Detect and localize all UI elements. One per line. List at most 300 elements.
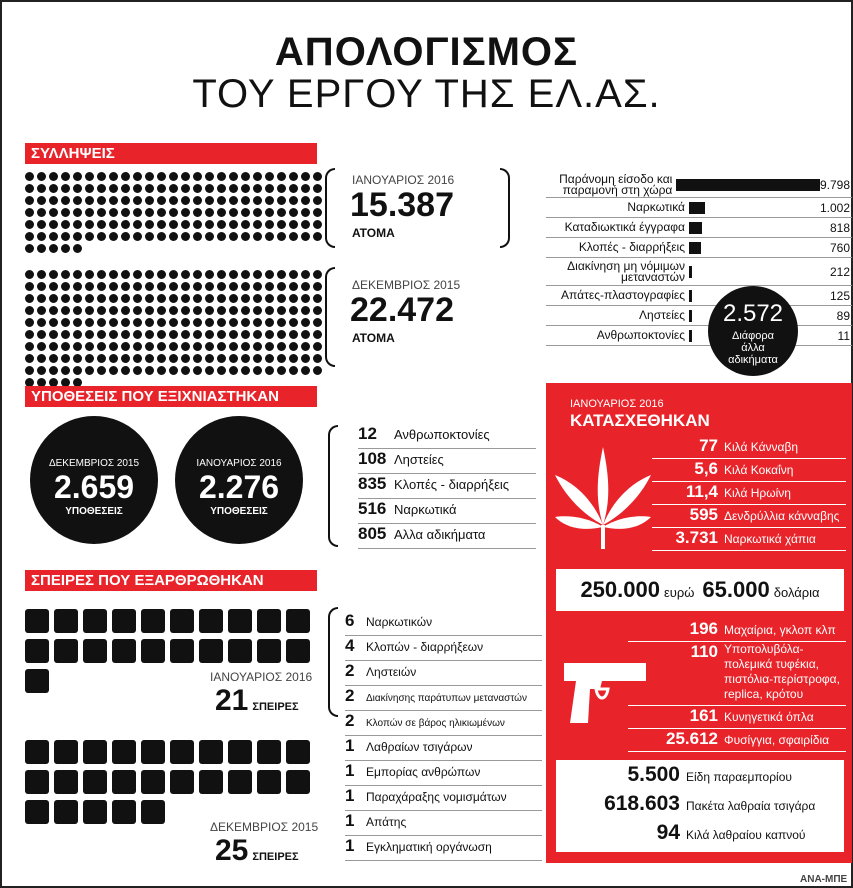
arrest-dot [37, 354, 46, 363]
arrest-dot [157, 330, 166, 339]
arrest-dot [241, 196, 250, 205]
ring-square [228, 740, 252, 764]
arrest-dot [217, 318, 226, 327]
arrest-dot [49, 354, 58, 363]
arrest-dot [301, 208, 310, 217]
ring-square [170, 770, 194, 794]
arrest-dot [169, 354, 178, 363]
ring-label: Παραχάραξης νομισμάτων [366, 790, 507, 804]
arrest-dot [157, 306, 166, 315]
arrest-dot [277, 208, 286, 217]
cases-dec-circle [30, 416, 158, 544]
arrest-dot [97, 282, 106, 291]
ring-square [83, 800, 107, 824]
arrest-dot [277, 366, 286, 375]
ring-square [83, 740, 107, 764]
arrest-dot [73, 330, 82, 339]
arrest-dot [73, 366, 82, 375]
cases-section-label: ΥΠΟΘΕΣΕΙΣ ΠΟΥ ΕΞΙΧΝΙΑΣΤΗΚΑΝ [25, 386, 317, 407]
arrest-dot [181, 184, 190, 193]
arrest-dot [73, 318, 82, 327]
arrest-dot [241, 282, 250, 291]
arrest-dot [229, 270, 238, 279]
arrest-dot [49, 330, 58, 339]
drugs-value: 595 [689, 505, 718, 524]
arrest-dot [265, 220, 274, 229]
ring-square [257, 740, 281, 764]
arrest-breakdown-bar [689, 266, 692, 278]
arrest-dot [145, 354, 154, 363]
arrests-jan-month: ΙΑΝΟΥΑΡΙΟΣ 2016 [352, 173, 455, 187]
ring-label: Απάτης [366, 815, 407, 829]
arrest-dot [193, 282, 202, 291]
contraband-box [556, 760, 844, 852]
arrest-dot [85, 294, 94, 303]
arrest-dot [193, 184, 202, 193]
arrest-dot [253, 354, 262, 363]
arrest-dot [169, 366, 178, 375]
arrest-dot [229, 294, 238, 303]
arrest-dot [229, 366, 238, 375]
ring-square [141, 740, 165, 764]
arrest-dot [121, 196, 130, 205]
contraband-label: Πακέτα λαθραία τσιγάρα [686, 799, 816, 813]
ring-value: 1 [345, 786, 355, 805]
arrest-dot [73, 232, 82, 241]
drugs-row [652, 505, 846, 528]
ring-row [345, 811, 542, 836]
arrest-dot [301, 232, 310, 241]
arrest-dot [61, 306, 70, 315]
arrest-dot [109, 196, 118, 205]
arrest-dot [169, 220, 178, 229]
arrest-dot [181, 208, 190, 217]
arrest-dot [61, 270, 70, 279]
arrest-dot [181, 306, 190, 315]
arrest-dot [145, 208, 154, 217]
arrest-dot [193, 208, 202, 217]
arrest-dot [229, 282, 238, 291]
arrest-dot [205, 342, 214, 351]
arrest-dot [61, 366, 70, 375]
case-value: 805 [358, 524, 387, 543]
arrest-dot [97, 342, 106, 351]
arrest-dot [133, 208, 142, 217]
ring-square [228, 639, 252, 663]
arrest-dot [85, 184, 94, 193]
arrest-breakdown-row [546, 218, 852, 238]
arrest-dot [85, 354, 94, 363]
arrest-dot [289, 270, 298, 279]
arrest-dot [133, 306, 142, 315]
arrests-dec-month: ΔΕΚΕΜΒΡΙΟΣ 2015 [352, 278, 461, 292]
contraband-value: 94 [656, 821, 680, 844]
ring-value: 2 [345, 661, 355, 680]
ring-row [345, 636, 542, 661]
drugs-value: 3.731 [675, 528, 718, 547]
arrest-dot [229, 220, 238, 229]
weapons-label: Φυσίγγια, σφαιρίδια [724, 733, 830, 747]
arrest-dot [313, 318, 322, 327]
arrest-dot [85, 306, 94, 315]
arrest-dot [181, 220, 190, 229]
arrest-dot [265, 172, 274, 181]
other-crimes-label: Διάφορα άλλα αδικήματα [728, 330, 778, 366]
arrest-dot [265, 282, 274, 291]
arrest-dot [157, 366, 166, 375]
arrest-dot [37, 342, 46, 351]
arrest-dot [121, 342, 130, 351]
arrest-dot [133, 172, 142, 181]
ring-square [286, 770, 310, 794]
ring-label: Εγκληματική οργάνωση [366, 840, 492, 854]
arrest-dot [97, 270, 106, 279]
arrest-dot [49, 294, 58, 303]
arrest-dot [37, 270, 46, 279]
arrest-breakdown-bar [689, 242, 701, 254]
arrest-dot [157, 232, 166, 241]
arrest-dot [145, 232, 154, 241]
arrest-dot [25, 220, 34, 229]
arrest-dot [277, 318, 286, 327]
weapons-row [628, 729, 846, 752]
arrest-dot [205, 232, 214, 241]
contraband-row [556, 763, 836, 792]
arrest-dot [253, 366, 262, 375]
arrest-dot [157, 184, 166, 193]
arrest-dot [253, 232, 262, 241]
arrest-dot [49, 208, 58, 217]
arrest-dot [181, 342, 190, 351]
arrest-dot [49, 318, 58, 327]
arrest-dot [25, 282, 34, 291]
arrest-dot [121, 318, 130, 327]
contraband-value: 618.603 [604, 792, 680, 815]
arrest-dot [217, 342, 226, 351]
arrest-dot [193, 330, 202, 339]
arrest-dot [313, 208, 322, 217]
ring-label: Λαθραίων τσιγάρων [366, 740, 473, 754]
arrest-dot [49, 342, 58, 351]
arrest-dot [253, 208, 262, 217]
ring-label: Κλοπών - διαρρήξεων [366, 640, 484, 654]
cases-jan-month: ΙΑΝΟΥΑΡΙΟΣ 2016 [196, 458, 282, 469]
arrest-dot [109, 366, 118, 375]
arrest-dot [145, 282, 154, 291]
arrest-dot [61, 208, 70, 217]
arrest-dot [145, 196, 154, 205]
arrest-dot [289, 220, 298, 229]
arrest-dot [181, 196, 190, 205]
arrest-dot [169, 342, 178, 351]
arrest-dot [265, 294, 274, 303]
arrest-dot [49, 232, 58, 241]
arrest-dot [169, 208, 178, 217]
arrest-dot [37, 366, 46, 375]
arrest-dot [73, 354, 82, 363]
ring-square [141, 609, 165, 633]
arrest-dot [313, 330, 322, 339]
arrest-dot [217, 270, 226, 279]
arrest-dot [109, 330, 118, 339]
other-crimes-value: 2.572 [722, 300, 784, 327]
arrest-dot [133, 196, 142, 205]
ring-square [170, 639, 194, 663]
arrest-dot [97, 220, 106, 229]
drugs-value: 11,4 [685, 482, 718, 501]
arrest-dot [205, 306, 214, 315]
arrest-dot [97, 318, 106, 327]
arrest-dot [289, 366, 298, 375]
arrest-dot [301, 196, 310, 205]
cases-dec-unit: ΥΠΟΘΕΣΕΙΣ [65, 506, 123, 517]
arrest-dot [289, 196, 298, 205]
arrest-dot [241, 366, 250, 375]
arrest-dot [205, 366, 214, 375]
arrest-dot [121, 270, 130, 279]
arrest-dot [181, 232, 190, 241]
arrest-dot [109, 172, 118, 181]
arrest-dot [253, 318, 262, 327]
arrest-dot [229, 342, 238, 351]
ring-square [286, 639, 310, 663]
arrest-dot [85, 318, 94, 327]
arrest-dot [37, 208, 46, 217]
arrest-breakdown-label: Παράνομη είσοδο και παραμονή στη χώρα [559, 171, 673, 197]
arrest-dot [61, 330, 70, 339]
contraband-row [556, 792, 836, 821]
ring-square [83, 639, 107, 663]
arrest-dot [37, 330, 46, 339]
arrest-dot [229, 318, 238, 327]
arrests-dec-brace [325, 267, 335, 367]
arrest-dot [301, 172, 310, 181]
arrest-dot [301, 282, 310, 291]
arrest-dot [193, 366, 202, 375]
arrest-dot [241, 294, 250, 303]
rings-dec-month: ΔΕΚΕΜΒΡΙΟΣ 2015 [210, 820, 319, 834]
rings-brace-jan [328, 607, 338, 717]
arrest-dot [181, 294, 190, 303]
arrest-dot [193, 354, 202, 363]
arrest-dot [25, 196, 34, 205]
arrest-dot [145, 330, 154, 339]
arrest-dot [49, 196, 58, 205]
arrest-dot [133, 294, 142, 303]
arrest-breakdown-value: 1.002 [819, 200, 850, 215]
arrest-dot [217, 306, 226, 315]
arrest-dot [97, 294, 106, 303]
ring-square [54, 740, 78, 764]
ring-square [257, 770, 281, 794]
case-value: 12 [358, 424, 377, 443]
arrest-dot [97, 172, 106, 181]
arrests-dec-count: 22.472 [350, 291, 454, 329]
ring-square [54, 800, 78, 824]
arrest-dot [241, 208, 250, 217]
cash-box [556, 569, 844, 611]
arrests-jan-count: 15.387 [350, 186, 454, 224]
arrest-dot [169, 270, 178, 279]
arrest-dot [121, 330, 130, 339]
arrest-dot [25, 366, 34, 375]
arrest-dot [313, 282, 322, 291]
arrest-dot [265, 184, 274, 193]
arrest-dot [205, 282, 214, 291]
drugs-value: 77 [699, 436, 718, 455]
rings-jan-month: ΙΑΝΟΥΑΡΙΟΣ 2016 [210, 670, 313, 684]
arrest-dot [133, 342, 142, 351]
ring-value: 6 [345, 611, 355, 630]
arrest-dot [277, 306, 286, 315]
drugs-label: Κιλά Κάνναβη [724, 440, 799, 454]
arrest-breakdown-row [546, 306, 852, 326]
arrest-dot [265, 354, 274, 363]
arrest-dot [61, 232, 70, 241]
ring-square [286, 740, 310, 764]
arrest-dot [85, 220, 94, 229]
arrest-dot [241, 184, 250, 193]
arrest-dot [145, 220, 154, 229]
arrest-dot [277, 330, 286, 339]
arrest-dot [85, 342, 94, 351]
arrest-dot [73, 282, 82, 291]
arrest-dot [61, 184, 70, 193]
cash-eur-value: 250.000 [580, 577, 660, 602]
arrest-dot [253, 342, 262, 351]
arrest-dot [181, 366, 190, 375]
arrest-dot [133, 270, 142, 279]
arrest-dot [217, 196, 226, 205]
arrest-dot [289, 294, 298, 303]
arrest-dot [157, 294, 166, 303]
cases-brace [328, 425, 338, 547]
case-row [358, 499, 536, 524]
contraband-label: Είδη παραεμπορίου [686, 770, 792, 784]
arrest-breakdown-value: 818 [829, 220, 850, 235]
ring-label: Ναρκωτικών [366, 615, 433, 629]
arrest-dot [241, 330, 250, 339]
arrest-dot [313, 172, 322, 181]
ring-square [25, 800, 49, 824]
arrest-dot [241, 232, 250, 241]
arrest-dot [157, 220, 166, 229]
arrest-dot [145, 318, 154, 327]
arrest-dot [97, 196, 106, 205]
ring-square [199, 609, 223, 633]
ring-value: 4 [345, 636, 355, 655]
ring-value: 1 [345, 811, 355, 830]
arrest-dot [217, 184, 226, 193]
arrest-dot [37, 294, 46, 303]
ring-square [112, 770, 136, 794]
arrest-dot [289, 330, 298, 339]
arrest-breakdown-bar [689, 222, 702, 234]
arrest-dot [37, 318, 46, 327]
arrest-dot [217, 294, 226, 303]
arrest-dot [169, 232, 178, 241]
arrest-dot [313, 220, 322, 229]
arrest-dot [109, 208, 118, 217]
ring-square [228, 609, 252, 633]
arrest-dot [169, 294, 178, 303]
ring-square [112, 740, 136, 764]
arrest-dot [181, 354, 190, 363]
arrest-dot [109, 184, 118, 193]
arrest-dot [229, 330, 238, 339]
arrests-jan-dots [25, 172, 325, 244]
arrest-dot [157, 270, 166, 279]
arrest-dot [109, 232, 118, 241]
arrest-dot [145, 294, 154, 303]
arrest-dot [49, 172, 58, 181]
arrests-jan-brace [325, 168, 335, 248]
arrest-breakdown-label: Ανθρωποκτονίες [596, 328, 685, 342]
arrest-dot [169, 282, 178, 291]
arrest-dot [217, 330, 226, 339]
arrest-dot [97, 184, 106, 193]
ring-square [141, 800, 165, 824]
arrest-dot [277, 220, 286, 229]
arrest-dot [37, 282, 46, 291]
arrest-dot [289, 306, 298, 315]
title-main: ΑΠΟΛΟΓΙΣΜΟΣ [274, 30, 579, 74]
arrest-dot [205, 318, 214, 327]
arrest-dot [205, 196, 214, 205]
cases-dec-month: ΔΕΚΕΜΒΡΙΟΣ 2015 [48, 458, 140, 469]
weapons-value: 161 [689, 706, 718, 725]
arrest-dot [229, 184, 238, 193]
ring-square [54, 639, 78, 663]
arrest-dot [85, 282, 94, 291]
ring-value: 2 [345, 686, 355, 705]
arrest-dot [301, 306, 310, 315]
arrest-breakdown-value: 212 [829, 264, 850, 279]
arrest-dot [265, 306, 274, 315]
arrest-dot [289, 232, 298, 241]
arrest-dot [241, 342, 250, 351]
drugs-row [652, 528, 846, 551]
arrest-dot [253, 172, 262, 181]
arrests-dec-dots [25, 270, 325, 370]
case-row [358, 474, 536, 499]
ring-square [170, 740, 194, 764]
arrest-dot [205, 330, 214, 339]
arrest-dot [277, 354, 286, 363]
contraband-row [556, 821, 836, 850]
arrest-dot [61, 282, 70, 291]
drugs-row [652, 436, 846, 459]
ring-square [141, 639, 165, 663]
arrest-dot [265, 318, 274, 327]
arrest-dot [73, 294, 82, 303]
arrest-dot [97, 366, 106, 375]
arrest-breakdown-bar [689, 330, 692, 342]
arrest-breakdown-label: Καταδιωκτικά έγγραφα [564, 220, 685, 234]
case-label: Ανθρωποκτονίες [394, 427, 490, 442]
arrest-dot [97, 306, 106, 315]
arrest-dot [85, 172, 94, 181]
credit: ΑΝΑ-ΜΠΕ [800, 874, 848, 885]
arrest-dot [229, 354, 238, 363]
arrest-dot [73, 342, 82, 351]
arrest-dot [301, 342, 310, 351]
arrest-dot [133, 232, 142, 241]
arrest-dot [217, 232, 226, 241]
arrest-dot [25, 318, 34, 327]
contraband-label: Κιλά λαθραίου καπνού [686, 828, 806, 842]
arrest-dot [61, 294, 70, 303]
